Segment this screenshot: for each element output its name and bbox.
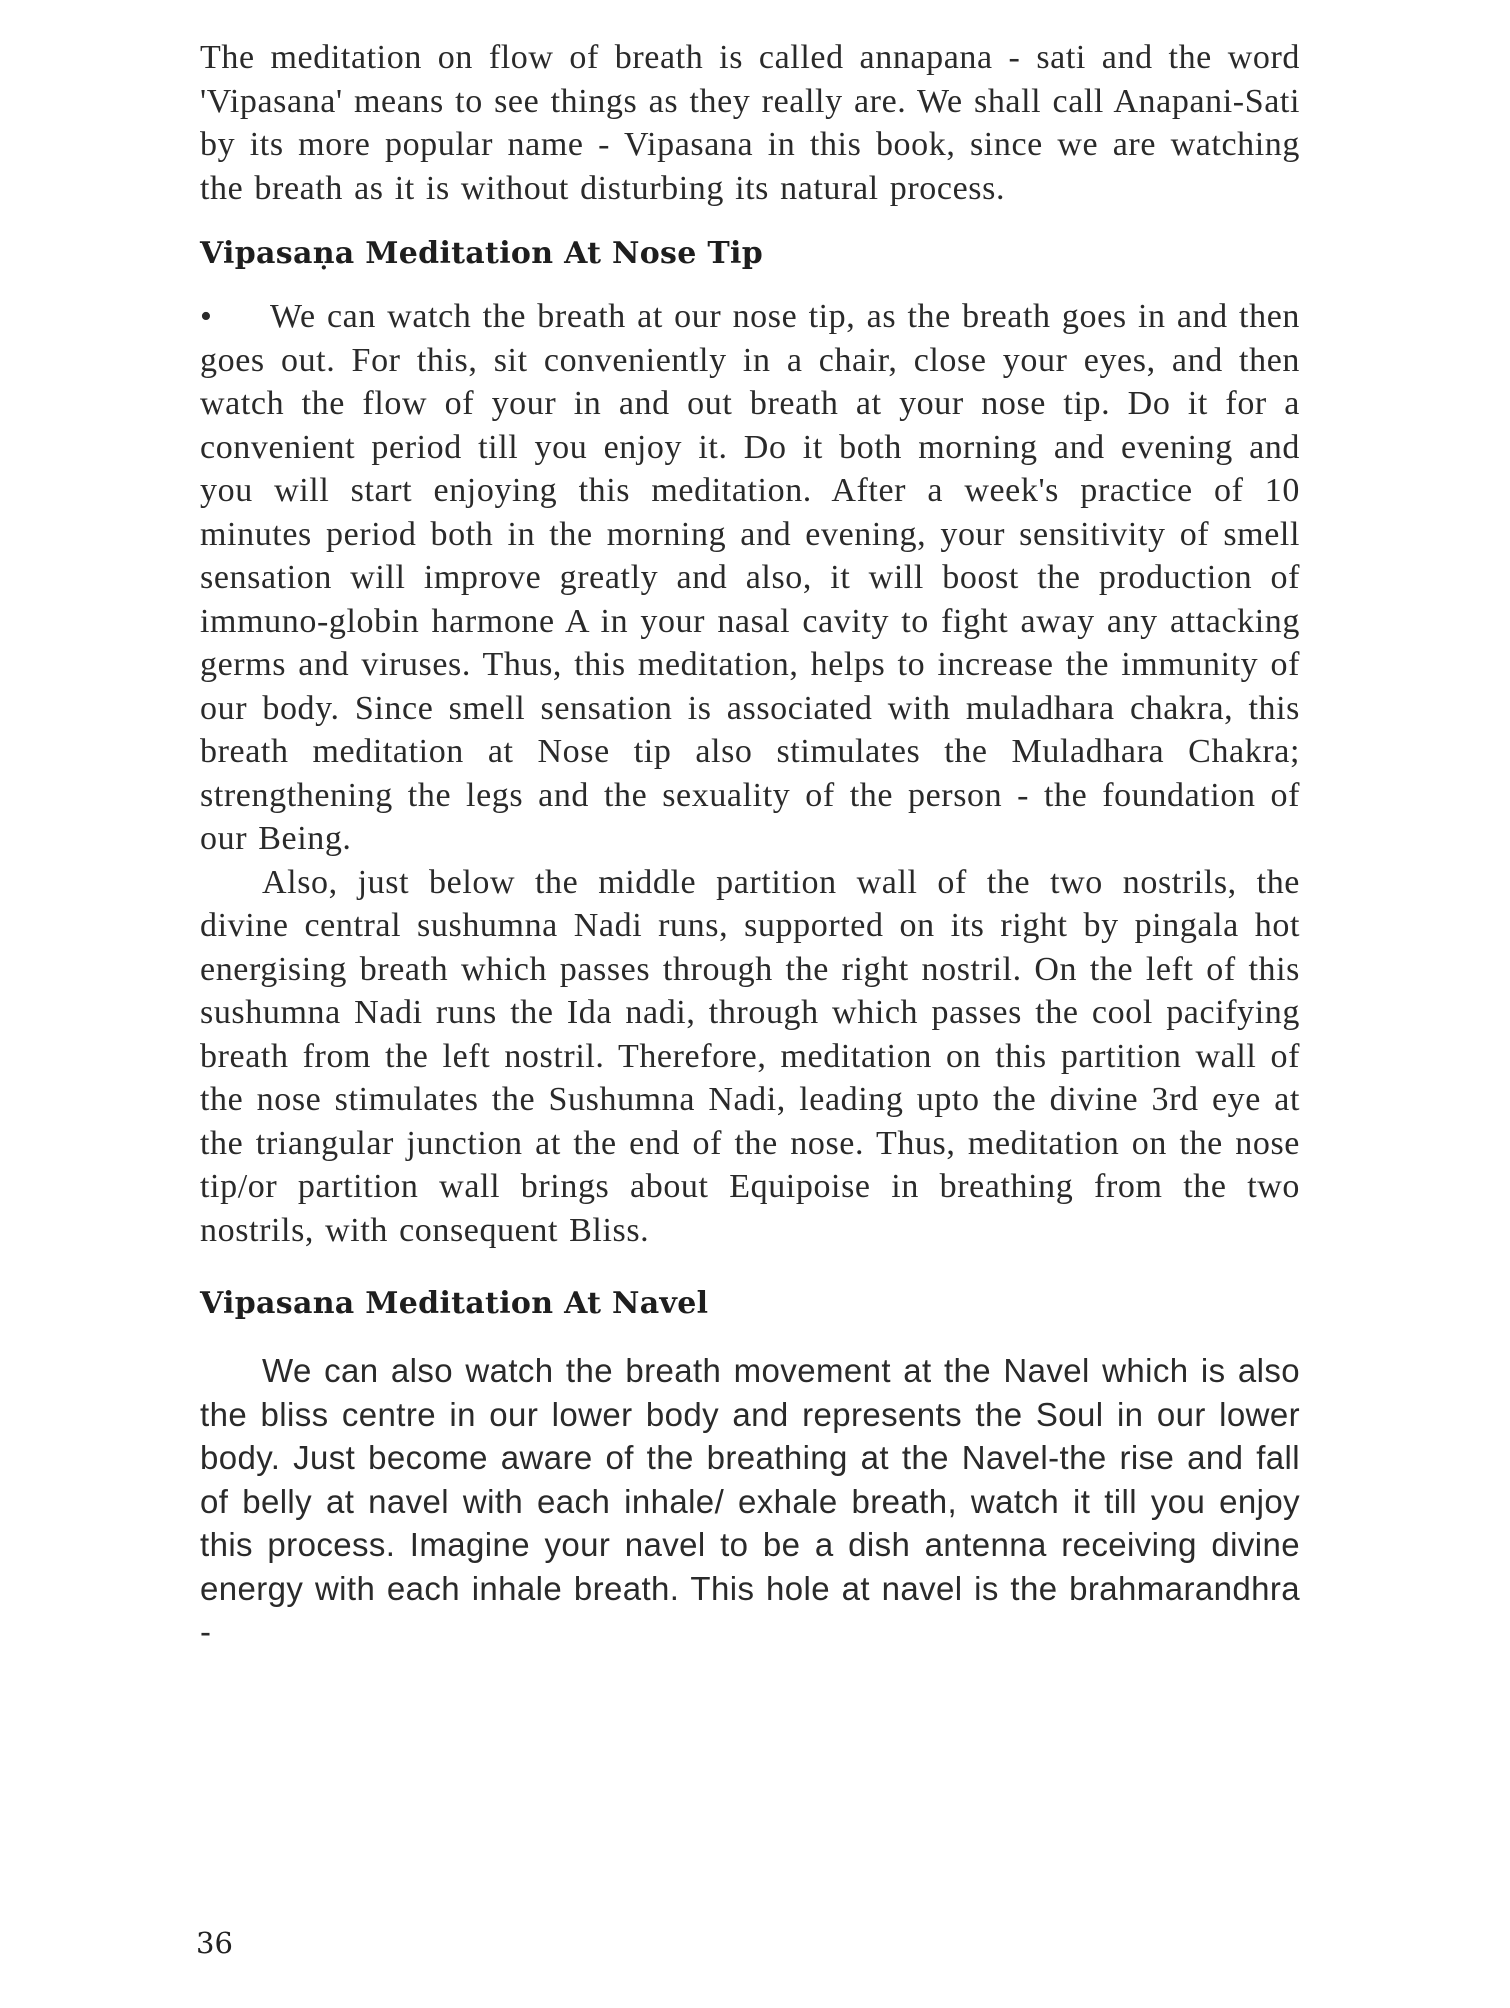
page-number: 36 (196, 1926, 233, 1960)
nose-tip-paragraph (200, 295, 1300, 861)
partition-paragraph: Also, just below the middle partition wall of the two nostrils, the divine central sushumna Nadi runs, supported on its right by pingala hot energising breath which passes through the right nostril. On the left of this sushumna Nadi runs the Ida nadi, through which passes the cool pacifying breath from the left nostril. Therefore, meditation on this partition wall of the nose stimulates the Sushumna Nadi, leading upto the divine 3rd eye at the triangular junction at the end of the nose. Thus, meditation on the nose tip/or partition wall brings about Equipoise in breathing from the two nostrils, with consequent Bliss. (200, 863, 1300, 1249)
intro-paragraph: The meditation on flow of breath is called annapana - sati and the word 'Vipasana' means to see things as they really are. We shall call Anapani-Sati by its more popular name - Vipasana in this book, since we are watching the breath as it is without disturbing its natural process. (200, 39, 1300, 207)
heading-navel: Vipasana Meditation At Navel (200, 1286, 709, 1321)
heading-nose-tip: Vipasaṇa Meditation At Nose Tip (200, 236, 763, 271)
bullet-marker: • (200, 298, 213, 335)
book-page (200, 36, 1300, 1654)
navel-paragraph: We can also watch the breath movement at the Navel which is also the bliss centre in our lower body and represents the Soul in our lower body. Just become aware of the breathing at the Navel-the rise and fall of belly at navel with each inhale/ exhale breath, watch it till you enjoy this process. Imagine your navel to be a dish antenna receiving divine energy with each inhale breath. This hole at navel is the brahmarandhra - (200, 1352, 1300, 1650)
nose-tip-text: We can watch the breath at our nose tip, as the breath goes in and then goes out. For this, sit conveniently in a chair, close your eyes, and then watch the flow of your in and out breath at your nose tip. Do it for a convenient period till you enjoy it. Do it both morning and evening and you will start enjoying this meditation. After a week's practice of 10 minutes period both in the morning and evening, your sensitivity of smell sensation will improve greatly and also, it will boost the production of immuno-globin harmone A in your nasal cavity to fight away any attacking germs and viruses. Thus, this meditation, helps to increase the immunity of our body. Since smell sensation is associated with muladhara chakra, this breath meditation at Nose tip also stimulates the Muladhara Chakra; strengthening the legs and the sexuality of the person - the foundation of our Being. (200, 298, 1300, 857)
